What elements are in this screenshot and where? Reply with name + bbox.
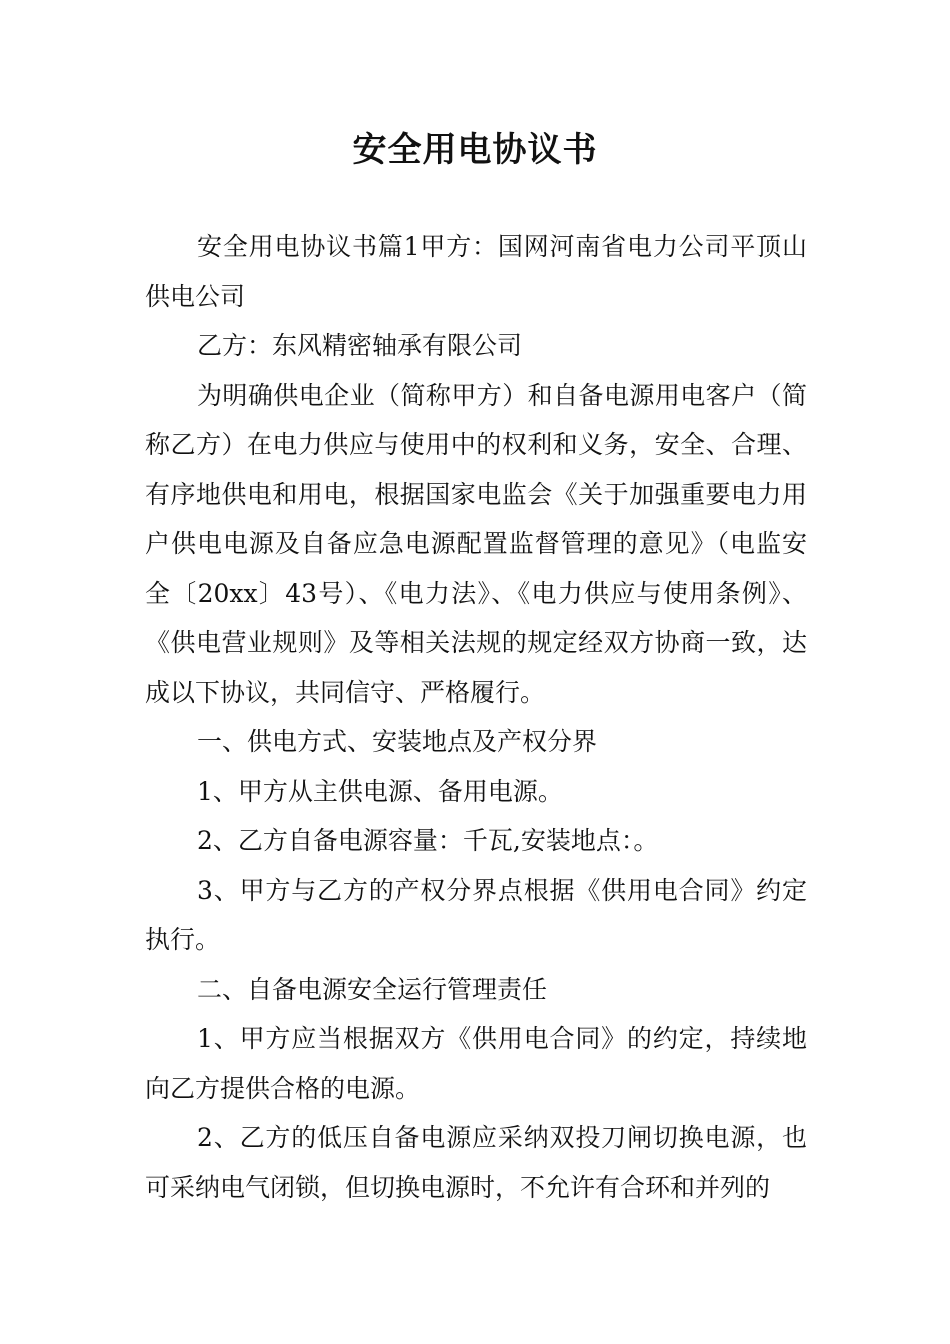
section-heading: 二、自备电源安全运行管理责任 [197, 974, 548, 1004]
paragraph: 乙方：东风精密轴承有限公司 [197, 331, 523, 360]
paragraph: 3、甲方与乙方的产权分界点根据《供用电合同》约定执行。 [145, 875, 807, 954]
paragraph: 安全用电协议书篇1甲方：国网河南省电力公司平顶山供电公司 [145, 232, 807, 311]
document-title: 安全用电协议书 [352, 130, 598, 170]
paragraph: 2、乙方的低压自备电源应采纳双投刀闸切换电源，也可采纳电气闭锁，但切换电源时，不允许有合环和并列的 [145, 1123, 807, 1202]
document-body [145, 222, 807, 1212]
paragraph: 2、乙方自备电源容量：千瓦,安装地点：。 [197, 826, 659, 855]
paragraph: 为明确供电企业（简称甲方）和自备电源用电客户（简称乙方）在电力供应与使用中的权利和义务，安全、合理、有序地供电和用电，根据国家电监会《关于加强重要电力用户供电电源及自备应急电源配置监督管理的意见》（电监安全〔20xx〕43号）、《电力法》、《电力供应与使用条例》、《供电营业规则》及等相关法规的规定经双方协商一致，达成以下协议，共同信守、严格履行。 [145, 380, 807, 707]
section-heading: 一、供电方式、安装地点及产权分界 [197, 727, 598, 756]
paragraph: 1、甲方应当根据双方《供用电合同》的约定，持续地向乙方提供合格的电源。 [145, 1024, 807, 1103]
paragraph: 1、甲方从主供电源、备用电源。 [197, 776, 563, 806]
